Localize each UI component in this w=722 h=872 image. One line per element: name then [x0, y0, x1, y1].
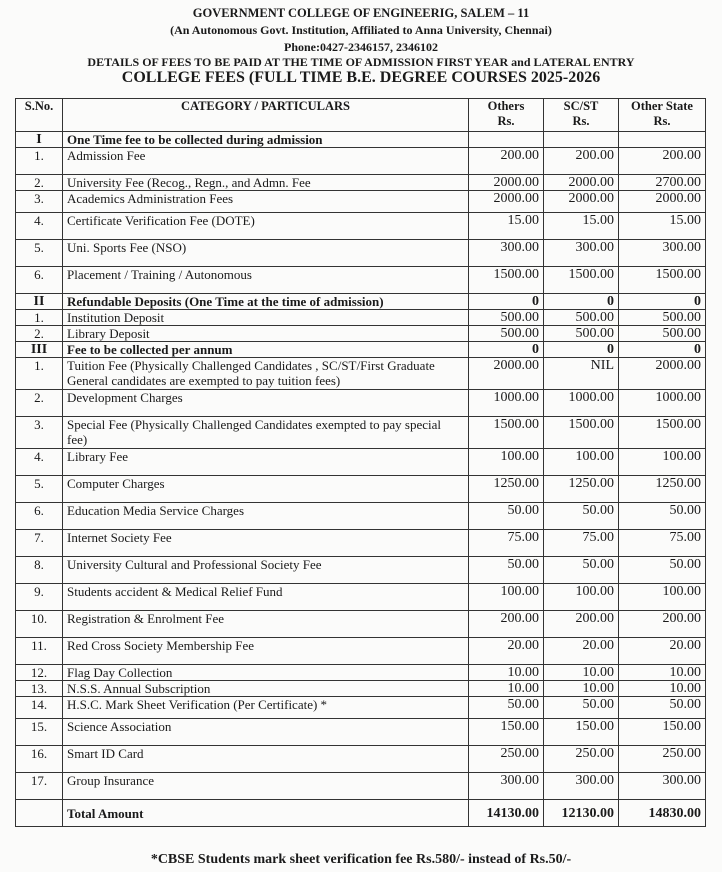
- table-row: [16, 557, 706, 584]
- row-particulars: Institution Deposit: [63, 310, 469, 326]
- table-row: [16, 665, 706, 681]
- row-amount-others: 100.00: [469, 449, 544, 476]
- row-amount-others: [469, 132, 544, 148]
- row-amount-others: 1000.00: [469, 390, 544, 417]
- row-amount-others: 150.00: [469, 719, 544, 746]
- row-sno: 1.: [16, 148, 63, 175]
- row-sno: 7.: [16, 530, 63, 557]
- row-amount-scst: 0: [544, 342, 619, 358]
- row-amount-scst: 50.00: [544, 697, 619, 719]
- table-row: [16, 148, 706, 175]
- institution-name: GOVERNMENT COLLEGE OF ENGINEERIG, SALEM – 11: [192, 6, 530, 20]
- row-particulars: Internet Society Fee: [63, 530, 469, 557]
- table-row: [16, 310, 706, 326]
- row-amount-scst: 250.00: [544, 746, 619, 773]
- row-amount-other-state: 50.00: [619, 503, 706, 530]
- row-amount-scst: 100.00: [544, 584, 619, 611]
- row-sno: 9.: [16, 584, 63, 611]
- row-amount-other-state: 10.00: [619, 681, 706, 697]
- column-header-sno: S.No.: [16, 99, 63, 132]
- total-others: 14130.00: [469, 800, 544, 827]
- row-amount-scst: 50.00: [544, 503, 619, 530]
- row-particulars: Education Media Service Charges: [63, 503, 469, 530]
- row-particulars: One Time fee to be collected during admission: [63, 132, 469, 148]
- row-amount-others: 300.00: [469, 773, 544, 800]
- table-row: [16, 638, 706, 665]
- row-amount-others: 2000.00: [469, 358, 544, 390]
- table-row: [16, 240, 706, 267]
- row-amount-scst: 1500.00: [544, 417, 619, 449]
- row-amount-scst: 100.00: [544, 449, 619, 476]
- row-sno: 3.: [16, 417, 63, 449]
- table-row: [16, 611, 706, 638]
- table-header-row: [16, 99, 706, 132]
- row-sno: 11.: [16, 638, 63, 665]
- table-row: [16, 267, 706, 294]
- row-amount-others: 200.00: [469, 611, 544, 638]
- row-sno: 6.: [16, 267, 63, 294]
- row-particulars: Computer Charges: [63, 476, 469, 503]
- row-sno: 12.: [16, 665, 63, 681]
- row-amount-scst: 1500.00: [544, 267, 619, 294]
- row-amount-scst: 10.00: [544, 665, 619, 681]
- column-header-other-state-unit: Rs.: [653, 114, 671, 128]
- row-sno: 2.: [16, 326, 63, 342]
- row-amount-scst: 200.00: [544, 148, 619, 175]
- row-amount-scst: 15.00: [544, 213, 619, 240]
- row-amount-other-state: 50.00: [619, 697, 706, 719]
- row-amount-other-state: 75.00: [619, 530, 706, 557]
- row-amount-scst: 2000.00: [544, 191, 619, 213]
- row-amount-other-state: 300.00: [619, 773, 706, 800]
- column-header-scst: [544, 99, 619, 132]
- total-other-state: 14830.00: [619, 800, 706, 827]
- row-sno: III: [16, 342, 63, 358]
- row-amount-other-state: 100.00: [619, 584, 706, 611]
- row-sno: 14.: [16, 697, 63, 719]
- table-row: [16, 476, 706, 503]
- total-row: [16, 800, 706, 827]
- section-row: [16, 132, 706, 148]
- row-amount-scst: [544, 132, 619, 148]
- row-particulars: Development Charges: [63, 390, 469, 417]
- row-amount-scst: 150.00: [544, 719, 619, 746]
- row-amount-other-state: 0: [619, 294, 706, 310]
- details-line: DETAILS OF FEES TO BE PAID AT THE TIME OF ADMISSION FIRST YEAR and LATERAL ENTRY: [87, 55, 635, 69]
- row-amount-scst: 75.00: [544, 530, 619, 557]
- row-amount-others: 20.00: [469, 638, 544, 665]
- table-row: [16, 719, 706, 746]
- row-amount-scst: NIL: [544, 358, 619, 390]
- row-particulars: Smart ID Card: [63, 746, 469, 773]
- row-amount-other-state: 1000.00: [619, 390, 706, 417]
- total-label: Total Amount: [63, 800, 469, 827]
- row-particulars: N.S.S. Annual Subscription: [63, 681, 469, 697]
- row-amount-other-state: 500.00: [619, 326, 706, 342]
- row-amount-others: 50.00: [469, 557, 544, 584]
- section-row: [16, 342, 706, 358]
- row-amount-others: 2000.00: [469, 191, 544, 213]
- row-particulars: Fee to be collected per annum: [63, 342, 469, 358]
- table-row: [16, 326, 706, 342]
- row-amount-others: 250.00: [469, 746, 544, 773]
- row-sno: 16.: [16, 746, 63, 773]
- row-amount-other-state: 200.00: [619, 148, 706, 175]
- column-header-others-label: Others: [487, 99, 525, 113]
- row-amount-scst: 300.00: [544, 773, 619, 800]
- row-sno: 10.: [16, 611, 63, 638]
- row-amount-other-state: 50.00: [619, 557, 706, 584]
- row-amount-others: 200.00: [469, 148, 544, 175]
- column-header-others: [469, 99, 544, 132]
- row-amount-others: 500.00: [469, 310, 544, 326]
- row-particulars: Library Deposit: [63, 326, 469, 342]
- row-amount-others: 0: [469, 342, 544, 358]
- row-amount-other-state: 2700.00: [619, 175, 706, 191]
- row-sno: 4.: [16, 449, 63, 476]
- row-amount-other-state: 500.00: [619, 310, 706, 326]
- row-amount-others: 1500.00: [469, 417, 544, 449]
- row-sno: 5.: [16, 476, 63, 503]
- table-row: [16, 773, 706, 800]
- row-amount-other-state: 15.00: [619, 213, 706, 240]
- row-particulars: Tuition Fee (Physically Challenged Candidates , SC/ST/First Graduate General candidates are exempted to pay tuition fees): [63, 358, 469, 390]
- row-particulars: Special Fee (Physically Challenged Candidates exempted to pay special fee): [63, 417, 469, 449]
- row-amount-others: 1250.00: [469, 476, 544, 503]
- row-sno: 2.: [16, 175, 63, 191]
- table-row: [16, 697, 706, 719]
- row-amount-other-state: [619, 132, 706, 148]
- row-particulars: Group Insurance: [63, 773, 469, 800]
- row-amount-others: 500.00: [469, 326, 544, 342]
- table-row: [16, 746, 706, 773]
- row-amount-other-state: 2000.00: [619, 358, 706, 390]
- total-scst: 12130.00: [544, 800, 619, 827]
- row-particulars: University Fee (Recog., Regn., and Admn. Fee: [63, 175, 469, 191]
- row-amount-others: 2000.00: [469, 175, 544, 191]
- table-row: [16, 191, 706, 213]
- table-row: [16, 503, 706, 530]
- row-amount-others: 75.00: [469, 530, 544, 557]
- row-sno: 15.: [16, 719, 63, 746]
- row-amount-other-state: 150.00: [619, 719, 706, 746]
- row-sno: II: [16, 294, 63, 310]
- table-row: [16, 584, 706, 611]
- row-amount-other-state: 1500.00: [619, 267, 706, 294]
- row-particulars: Students accident & Medical Relief Fund: [63, 584, 469, 611]
- row-amount-others: 15.00: [469, 213, 544, 240]
- table-row: [16, 530, 706, 557]
- row-sno: 2.: [16, 390, 63, 417]
- row-particulars: H.S.C. Mark Sheet Verification (Per Certificate) *: [63, 697, 469, 719]
- row-amount-others: 50.00: [469, 503, 544, 530]
- section-row: [16, 294, 706, 310]
- row-amount-other-state: 200.00: [619, 611, 706, 638]
- row-amount-others: 50.00: [469, 697, 544, 719]
- row-amount-scst: 50.00: [544, 557, 619, 584]
- row-particulars: Certificate Verification Fee (DOTE): [63, 213, 469, 240]
- footnote-cbse: *CBSE Students mark sheet verification fee Rs.580/- instead of Rs.50/-: [150, 852, 572, 867]
- row-particulars: Library Fee: [63, 449, 469, 476]
- row-particulars: University Cultural and Professional Society Fee: [63, 557, 469, 584]
- row-amount-scst: 300.00: [544, 240, 619, 267]
- row-amount-others: 100.00: [469, 584, 544, 611]
- row-particulars: Refundable Deposits (One Time at the time of admission): [63, 294, 469, 310]
- row-amount-others: 300.00: [469, 240, 544, 267]
- table-row: [16, 390, 706, 417]
- row-sno: 1.: [16, 358, 63, 390]
- row-particulars: Placement / Training / Autonomous: [63, 267, 469, 294]
- row-sno: 13.: [16, 681, 63, 697]
- phone-line: Phone:0427-2346157, 2346102: [284, 40, 438, 54]
- row-amount-scst: 500.00: [544, 310, 619, 326]
- row-particulars: Uni. Sports Fee (NSO): [63, 240, 469, 267]
- row-particulars: Flag Day Collection: [63, 665, 469, 681]
- table-row: [16, 175, 706, 191]
- row-sno: 8.: [16, 557, 63, 584]
- row-amount-scst: 1000.00: [544, 390, 619, 417]
- column-header-scst-unit: Rs.: [572, 114, 590, 128]
- row-amount-other-state: 10.00: [619, 665, 706, 681]
- row-amount-others: 10.00: [469, 665, 544, 681]
- row-amount-other-state: 1500.00: [619, 417, 706, 449]
- row-amount-other-state: 300.00: [619, 240, 706, 267]
- column-header-others-unit: Rs.: [497, 114, 515, 128]
- column-header-scst-label: SC/ST: [563, 99, 599, 113]
- table-row: [16, 449, 706, 476]
- table-row: [16, 417, 706, 449]
- row-amount-others: 1500.00: [469, 267, 544, 294]
- table-row: [16, 358, 706, 390]
- affiliation-line: (An Autonomous Govt. Institution, Affiliated to Anna University, Chennai): [170, 23, 552, 37]
- row-amount-scst: 200.00: [544, 611, 619, 638]
- row-amount-scst: 2000.00: [544, 175, 619, 191]
- row-amount-scst: 10.00: [544, 681, 619, 697]
- row-particulars: Registration & Enrolment Fee: [63, 611, 469, 638]
- row-sno: 4.: [16, 213, 63, 240]
- row-amount-other-state: 0: [619, 342, 706, 358]
- row-amount-other-state: 100.00: [619, 449, 706, 476]
- row-amount-other-state: 1250.00: [619, 476, 706, 503]
- row-amount-others: 10.00: [469, 681, 544, 697]
- row-particulars: Science Association: [63, 719, 469, 746]
- row-particulars: Red Cross Society Membership Fee: [63, 638, 469, 665]
- total-sno: [16, 800, 63, 827]
- table-row: [16, 681, 706, 697]
- table-row: [16, 213, 706, 240]
- row-amount-other-state: 20.00: [619, 638, 706, 665]
- page-title: COLLEGE FEES (FULL TIME B.E. DEGREE COURSES 2025-2026: [121, 69, 601, 86]
- row-sno: 17.: [16, 773, 63, 800]
- row-sno: 1.: [16, 310, 63, 326]
- fee-table: [15, 98, 706, 827]
- row-amount-scst: 20.00: [544, 638, 619, 665]
- column-header-other-state-label: Other State: [631, 99, 693, 113]
- column-header-particulars: CATEGORY / PARTICULARS: [63, 99, 469, 132]
- row-particulars: Admission Fee: [63, 148, 469, 175]
- row-sno: 6.: [16, 503, 63, 530]
- row-amount-scst: 0: [544, 294, 619, 310]
- row-amount-other-state: 2000.00: [619, 191, 706, 213]
- row-sno: I: [16, 132, 63, 148]
- row-amount-scst: 1250.00: [544, 476, 619, 503]
- row-amount-others: 0: [469, 294, 544, 310]
- row-sno: 5.: [16, 240, 63, 267]
- row-amount-scst: 500.00: [544, 326, 619, 342]
- fee-table-body: [16, 132, 706, 800]
- column-header-other-state: [619, 99, 706, 132]
- row-amount-other-state: 250.00: [619, 746, 706, 773]
- row-particulars: Academics Administration Fees: [63, 191, 469, 213]
- row-sno: 3.: [16, 191, 63, 213]
